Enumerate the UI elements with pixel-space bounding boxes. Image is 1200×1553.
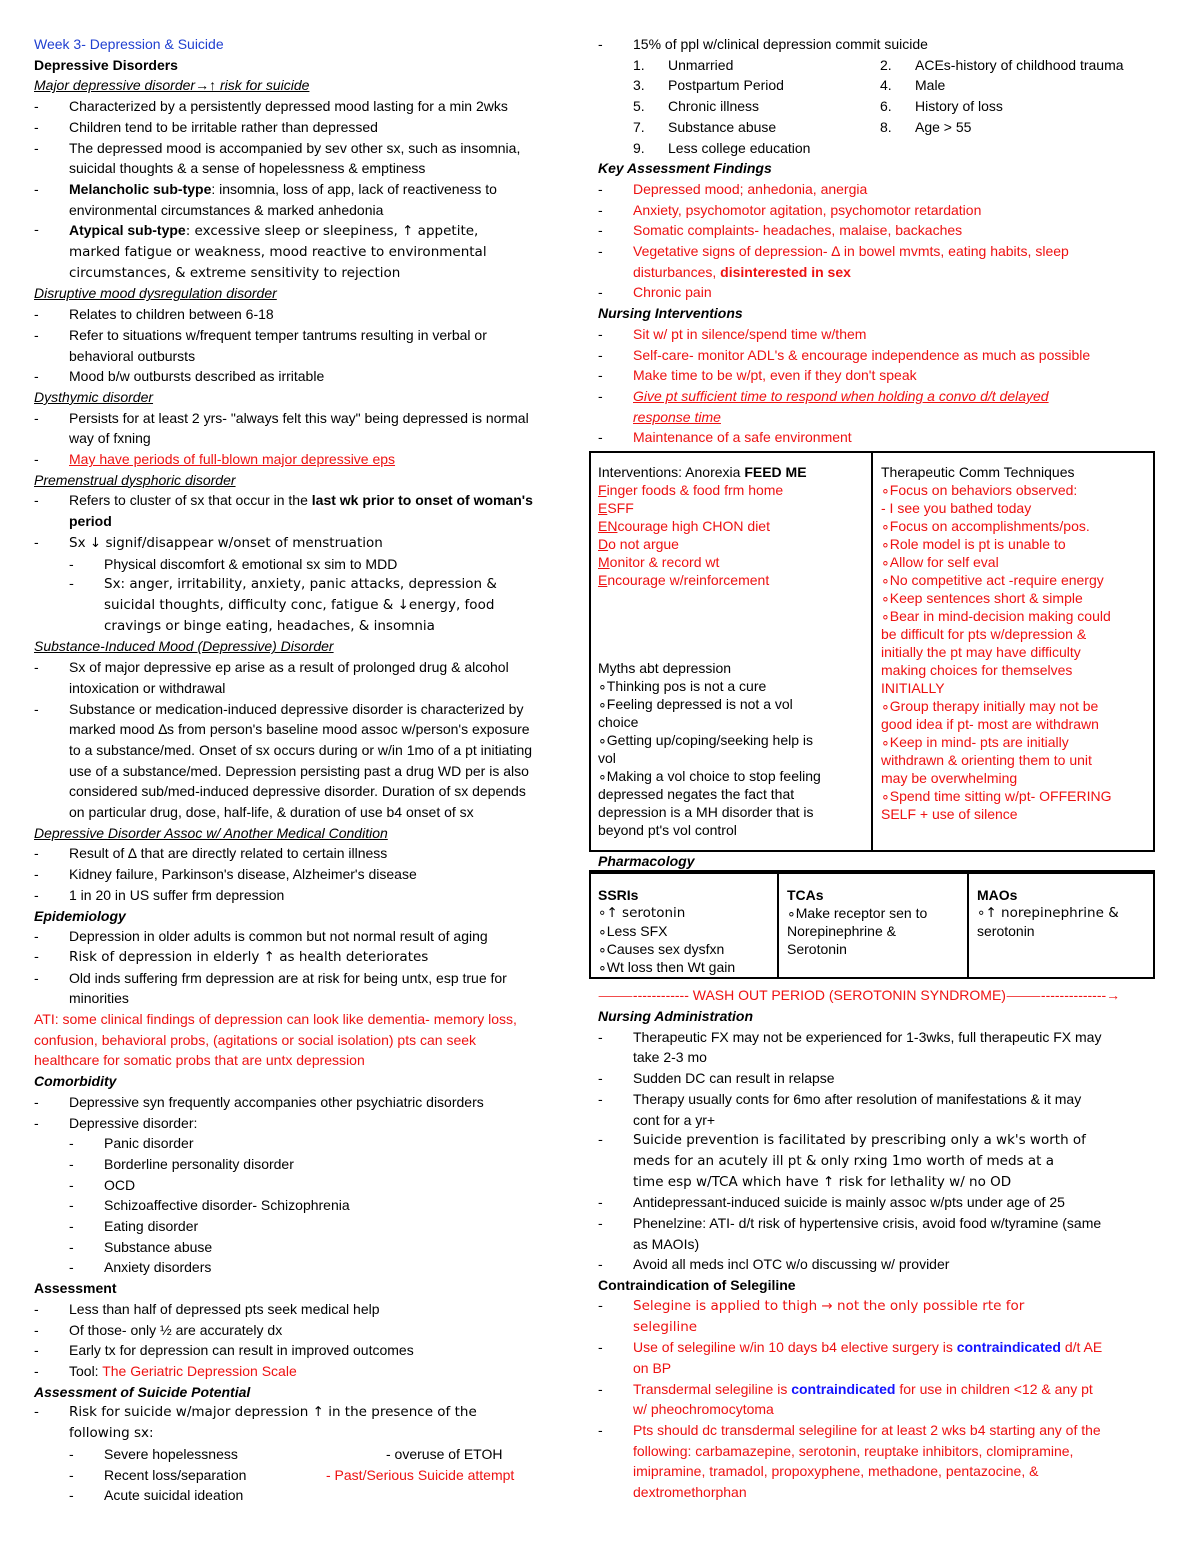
section-heading: Depressive Disorders bbox=[34, 56, 178, 73]
mdd-title: Major depressive disorder→↑ risk for suicide bbox=[34, 77, 310, 94]
suicide-title: Assessment of Suicide Potential bbox=[34, 1383, 251, 1400]
feedme-item: Do not argue bbox=[598, 536, 679, 552]
list-item: - Sx ↓ signif/disappear w/onset of menstruation bbox=[34, 533, 383, 551]
list-item: - 15% of ppl w/clinical depression commit suicide bbox=[598, 36, 928, 52]
list-item: - Anxiety, psychomotor agitation, psychomotor retardation bbox=[598, 201, 982, 218]
list-item: - Selegine is applied to thigh → not the only possible rte for selegiline bbox=[598, 1297, 1025, 1335]
epidemiology-title: Epidemiology bbox=[34, 907, 126, 924]
feedme-item: ESFF bbox=[598, 500, 634, 516]
list-item: - Less than half of depressed pts seek medical help bbox=[34, 1300, 380, 1317]
sub-list-item: - Severe hopelessness - overuse of ETOH bbox=[69, 1445, 503, 1462]
tca-cell: TCAs ∘Make receptor sen to Norepinephrine & Serotonin bbox=[779, 874, 969, 977]
list-item: - Kidney failure, Parkinson's disease, Alzheimer's disease bbox=[34, 866, 417, 883]
list-item: - Suicide prevention is facilitated by prescribing only a wk's worth of meds for an acutely ill pt & only rxing 1mo worth of meds at a time esp w/TCA which have ↑ risk for lethality w/ no OD bbox=[598, 1132, 1086, 1190]
list-item: - Characterized by a persistently depressed mood lasting for a min 2wks bbox=[34, 98, 508, 115]
list-item: - Antidepressant-induced suicide is mainly assoc w/pts under age of 25 bbox=[598, 1194, 1065, 1211]
list-item: - Risk of depression in elderly ↑ as health deteriorates bbox=[34, 948, 429, 965]
list-item: - Therapy usually conts for 6mo after resolution of manifestations & it may cont for a yr+ bbox=[598, 1090, 1082, 1128]
list-item: - Self-care- monitor ADL's & encourage independence as much as possible bbox=[598, 346, 1091, 363]
list-item: - Relates to children between 6-18 bbox=[34, 306, 274, 323]
list-item: - Give pt sufficient time to respond when holding a convo d/t delayed response time bbox=[598, 387, 1049, 425]
mao-cell: MAOs ∘↑ norepinephrine & serotonin bbox=[977, 887, 1119, 939]
sub-list-item: - Borderline personality disorder bbox=[69, 1155, 294, 1172]
feedme-item: Finger foods & food frm home bbox=[598, 482, 784, 498]
list-item: - Substance or medication-induced depressive disorder is characterized by marked mood ∆s from person's baseline mood assoc w/person's exposure to a substance/med. Onset of sx occurs during or w/in 1mo of a pt initiating use of a substance/med. Depression persisting past a drug WD per is also considered sub/med-induced depressive disorder. Duration of sx depends on particular drug, dose, half-life, & duration of use b4 onset of sx bbox=[34, 700, 533, 821]
substance-title: Substance-Induced Mood (Depressive) Disorder bbox=[34, 638, 334, 655]
list-item: - Avoid all meds incl OTC w/o discussing w/ provider bbox=[598, 1256, 950, 1273]
list-item: - 1 in 20 in US suffer frm depression bbox=[34, 886, 285, 903]
list-item: - Early tx for depression can result in improved outcomes bbox=[34, 1342, 414, 1359]
list-item: - Old inds suffering frm depression are at risk for being untx, esp true for minorities bbox=[34, 969, 507, 1007]
right-column bbox=[598, 34, 1164, 448]
list-item: - Transdermal selegiline is contraindicated for use in children <12 & any pt w/ pheochromocytoma bbox=[598, 1380, 1093, 1418]
sub-list-item: - Recent loss/separation - Past/Serious Suicide attempt bbox=[69, 1466, 515, 1483]
list-item: - The depressed mood is accompanied by sev other sx, such as insomnia, suicidal thoughts & a sense of hopelessness & emptiness bbox=[34, 139, 521, 177]
list-item: - Mood b/w outbursts described as irritable bbox=[34, 368, 325, 385]
risk-factor-row: 3. Postpartum Period 4. Male bbox=[633, 77, 946, 94]
therapeutic-comm-cell: Therapeutic Comm Techniques ∘Focus on behaviors observed: - I see you bathed today ∘Focus on accomplishments/pos. ∘Role model is pt is unable to ∘Allow for self eval ∘No competitive act -require energy ∘Keep sentences short & simple ∘Bear in mind-decision making could be difficult for pts w/depression & initially the pt may have difficulty making choices for themselves INITIALLY ∘Group therapy initially may not be good idea if pt- most are withdrawn ∘Keep in mind- pts are initially withdrawn & orienting them to unit may be overwhelming ∘Spend time sitting w/pt- OFFERING SELF + use of silence bbox=[881, 464, 1112, 822]
risk-factor-row: 7. Substance abuse 8. Age > 55 bbox=[633, 118, 972, 135]
list-item: - Tool: The Geriatric Depression Scale bbox=[34, 1363, 297, 1379]
feedme-item: ENcourage high CHON diet bbox=[598, 518, 770, 534]
medical-title: Depressive Disorder Assoc w/ Another Medical Condition bbox=[34, 824, 388, 841]
sub-list-item: - Anxiety disorders bbox=[69, 1259, 212, 1276]
kaf-title: Key Assessment Findings bbox=[598, 160, 772, 177]
list-item: - Of those- only ½ are accurately dx bbox=[34, 1321, 283, 1338]
sub-list-item: - Substance abuse bbox=[69, 1238, 213, 1255]
nursing-interventions-title: Nursing Interventions bbox=[598, 305, 743, 322]
feedme-item: Monitor & record wt bbox=[598, 554, 720, 570]
list-item: - Sit w/ pt in silence/spend time w/them bbox=[598, 325, 867, 342]
ati-note: ATI: some clinical findings of depression can look like dementia- memory loss, confusion, behavioral probs, (agitations or social isolation) pts can seek healthcare for somatic probs that are untx depression bbox=[34, 1011, 517, 1069]
nursing-admin-title: Nursing Administration bbox=[598, 1008, 754, 1024]
dysthymic-title: Dysthymic disorder bbox=[34, 388, 154, 405]
pmdd-title: Premenstrual dysphoric disorder bbox=[34, 471, 236, 488]
feedme-item: Encourage w/reinforcement bbox=[598, 572, 770, 588]
myths-block: Myths abt depression ∘Thinking pos is not a cure ∘Feeling depressed is not a vol choice ∘Getting up/coping/seeking help is vol ∘Making a vol choice to stop feeling depressed negates the fact that depression is a MH disorder that is beyond pt's vol control bbox=[598, 660, 821, 838]
list-item: - Children tend to be irritable rather than depressed bbox=[34, 118, 378, 135]
list-item: - Atypical sub-type: excessive sleep or sleepiness, ↑ appetite, marked fatigue or weakness, mood reactive to environmental circumstances, & extreme sensitivity to rejection bbox=[34, 222, 487, 281]
interventions-cell: Interventions: Anorexia FEED ME Finger foods & food frm home ESFF ENcourage high CHON diet Do not argue Monitor & record wt Encourage w/reinforcement Myths abt depression ∘Thinking pos is not a cure ∘Feeling depressed is not a vol choice ∘Getting up/coping/seeking help is vol ∘Making a vol choice to stop feeling depressed negates the fact that depression is a MH disorder that is beyond pt's vol control bbox=[591, 453, 873, 850]
list-item: - Make time to be w/pt, even if they don't speak bbox=[598, 367, 917, 384]
week-title: Week 3- Depression & Suicide bbox=[34, 36, 224, 52]
list-item: - Depression in older adults is common but not normal result of aging bbox=[34, 928, 488, 945]
sub-list-item: - Acute suicidal ideation bbox=[69, 1487, 244, 1504]
list-item: - Sx of major depressive ep arise as a result of prolonged drug & alcohol intoxication or withdrawal bbox=[34, 659, 509, 696]
dmdd-title: Disruptive mood dysregulation disorder bbox=[34, 285, 277, 302]
list-item: - Persists for at least 2 yrs- "always felt this way" being depressed is normal way of fxning bbox=[34, 409, 529, 447]
list-item: - Pts should dc transdermal selegiline for at least 2 wks b4 starting any of the following: carbamazepine, serotonin, reuptake inhibitors, clomipramine, imipramine, tramadol, propoxyphene, methadone, pentazocine, & dextromethorphan bbox=[598, 1422, 1101, 1501]
interventions-box bbox=[589, 451, 1155, 852]
list-item: - Sudden DC can result in relapse bbox=[598, 1070, 835, 1087]
sub-list-item: - Eating disorder bbox=[69, 1218, 199, 1235]
sub-list-item: - Schizoaffective disorder- Schizophrenia bbox=[69, 1197, 350, 1214]
list-item: - Depressed mood; anhedonia, anergia bbox=[598, 180, 868, 197]
list-item: - Therapeutic FX may not be experienced for 1-3wks, full therapeutic FX may take 2-3 mo bbox=[598, 1028, 1102, 1066]
sub-list-item: - Physical discomfort & emotional sx sim to MDD bbox=[69, 555, 398, 572]
sub-list-item: - Sx: anger, irritability, anxiety, panic attacks, depression & suicidal thoughts, difficulty conc, fatigue & ↓energy, food cravings or binge eating, headaches, & insomnia bbox=[69, 576, 497, 634]
list-item: - Refers to cluster of sx that occur in the last wk prior to onset of woman's period bbox=[34, 492, 533, 530]
pharmacology-title: Pharmacology bbox=[598, 853, 695, 869]
risk-factor-row: 5. Chronic illness 6. History of loss bbox=[633, 98, 1003, 115]
sub-list-item: - OCD bbox=[69, 1176, 136, 1193]
list-item: - Result of ∆ that are directly related to certain illness bbox=[34, 845, 388, 862]
list-item: - Refer to situations w/frequent temper tantrums resulting in verbal or behavioral outbursts bbox=[34, 326, 487, 364]
right-column-bottom bbox=[598, 1006, 1164, 1503]
assessment-title: Assessment bbox=[34, 1280, 117, 1297]
comorbidity-title: Comorbidity bbox=[34, 1073, 117, 1090]
risk-factor-row: 1. Unmarried 2. ACEs-history of childhood trauma bbox=[633, 56, 1124, 73]
contraindication-title: Contraindication of Selegiline bbox=[598, 1277, 796, 1294]
list-item: - Risk for suicide w/major depression ↑ in the presence of the following sx: bbox=[34, 1404, 477, 1442]
list-item: - Depressive syn frequently accompanies other psychiatric disorders bbox=[34, 1093, 484, 1110]
pharmacology-box bbox=[589, 872, 1155, 979]
list-item: - Maintenance of a safe environment bbox=[598, 429, 852, 446]
sub-list-item: - Panic disorder bbox=[69, 1135, 194, 1152]
washout-banner: ⸻------------ WASH OUT PERIOD (SEROTONIN SYNDROME)⸻--------------→ bbox=[598, 987, 1121, 1003]
list-item: - May have periods of full-blown major depressive eps bbox=[34, 451, 396, 468]
list-item: - Chronic pain bbox=[598, 284, 712, 301]
list-item: - Use of selegiline w/in 10 days b4 elective surgery is contraindicated d/t AE on BP bbox=[598, 1339, 1103, 1376]
list-item: - Melancholic sub-type: insomnia, loss of app, lack of reactiveness to environmental circumstances & marked anhedonia bbox=[34, 180, 497, 218]
ssri-cell: SSRIs ∘↑ serotonin ∘Less SFX ∘Causes sex dysfxn ∘Wt loss then Wt gain bbox=[591, 874, 779, 977]
list-item: - Somatic complaints- headaches, malaise, backaches bbox=[598, 222, 963, 239]
list-item: - Phenelzine: ATI- d/t risk of hypertensive crisis, avoid food w/tyramine (same as MAOIs) bbox=[598, 1215, 1102, 1252]
left-column bbox=[34, 34, 590, 1506]
list-item: - Depressive disorder: bbox=[34, 1114, 198, 1131]
list-item: - Vegetative signs of depression- ∆ in bowel mvmts, eating habits, sleep disturbances, disinterested in sex bbox=[598, 243, 1069, 280]
risk-factor-row: 9. Less college education bbox=[633, 139, 811, 156]
